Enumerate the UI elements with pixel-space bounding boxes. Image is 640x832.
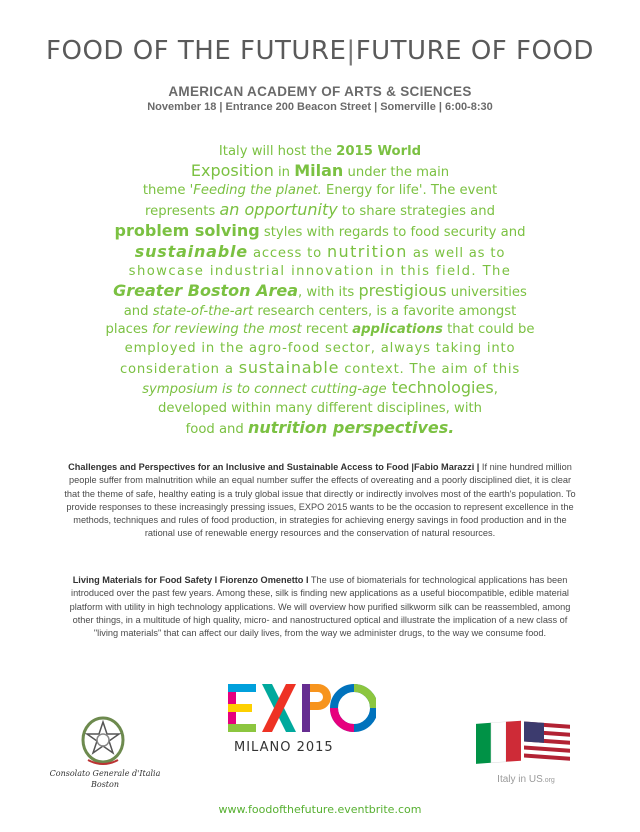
intro-text: showcase industrial innovation in this field. The [128, 264, 512, 280]
event-details: November 18 | Entrance 200 Beacon Street | Somerville | 6:00-8:30 [147, 101, 493, 113]
intro-text: nutrition [327, 241, 408, 261]
intro-text: styles with regards to food security and [259, 224, 526, 240]
intro-text: nutrition perspectives. [247, 417, 455, 437]
organization-name: AMERICAN ACADEMY OF ARTS & SCIENCES [168, 84, 472, 99]
event-url-link[interactable]: www.foodofthefuture.eventbrite.com [218, 803, 422, 816]
intro-text: 'Feeding the planet. [189, 183, 322, 199]
intro-text: under the main [343, 164, 450, 180]
consulate-signature [40, 768, 170, 790]
italian-republic-emblem-icon [78, 710, 128, 768]
intro-text: sustainable [134, 241, 248, 261]
intro-text: symposium is to connect cutting-age [142, 382, 387, 398]
intro-text: technologies [386, 378, 494, 398]
abstract-marazzi [62, 461, 578, 541]
intro-text: recent [301, 322, 353, 338]
intro-text: employed in the agro-food sector, always taking into [124, 341, 516, 357]
italy-in-us-label [466, 774, 586, 785]
expo-letter-p [302, 684, 331, 732]
abstract-heading: Challenges and Perspectives for an Inclusive and Sustainable Access to Food |Fabio Marazzi | [68, 462, 480, 472]
intro-text: to share strategies and [337, 204, 495, 220]
title-separator: | [346, 36, 356, 66]
intro-text: , with its [298, 284, 359, 300]
page-title [0, 36, 640, 66]
expo-letter-e [228, 684, 256, 732]
intro-text: research centers, is a favorite amongst [253, 303, 517, 319]
abstract-omenetto [62, 574, 578, 640]
intro-paragraph [60, 143, 580, 440]
consulate-line: Consolato Generale d'Italia [49, 769, 161, 778]
intro-text: consideration a [119, 361, 239, 377]
expo-letter-x [262, 684, 296, 732]
intro-text: access to [247, 245, 328, 261]
expo-city-label: MILANO 2015 [234, 740, 334, 755]
abstract-heading: Living Materials for Food Safety I Fiorenzo Omenetto I [72, 575, 309, 585]
abstract-body: If nine hundred million people suffer from malnutrition while an equal number suffer the effects of overeating and a poorly disciplined diet, it is clear that the theme of safe, healthy eating is a truly global issue that directly or indirectly involves most of the earth's population. To provide responses to these increasingly pressing issues, EXPO 2015 wants to be the occasion to represent excellence in the methods, techniques and rules of food production, in strategies for achieving energy savings in food production and in the rational use of renewable energy resources and the conservation of natural resources. [64, 462, 576, 539]
intro-text: developed within many different disciplines, with [157, 401, 483, 417]
intro-text: Greater Boston Area [113, 280, 298, 300]
abstract-body: The use of biomaterials for technological applications has been introduced over the past few years. Among these, silk is finding new applications as a useful biocompatible, edible material platform with utility in high technology applications. We will overview how purified silkworm silk can be reassembled, among other things, in a multitude of high quality, micro- and nanostructured optical and illustrate the implication of a new class of "living materials" that can affect our daily lives, from the way we administer drugs, to the way we consume food. [69, 575, 571, 639]
italy-in-us-suffix: .org [542, 777, 555, 784]
intro-text: theme [142, 183, 190, 199]
intro-text: Milan [294, 160, 344, 180]
intro-text: Italy will host the [218, 144, 337, 159]
intro-text: Exposition [190, 160, 274, 180]
intro-text: food and [185, 421, 248, 437]
intro-text: for reviewing the most [152, 322, 302, 338]
intro-text: an opportunity [219, 200, 338, 220]
intro-text: context. The aim of this [339, 361, 520, 377]
consulate-line: Boston [91, 780, 119, 789]
intro-text: 2015 World [336, 144, 422, 159]
intro-text: prestigious [358, 280, 447, 300]
intro-text: places [105, 322, 153, 338]
intro-text: and [123, 303, 153, 319]
intro-text: problem solving [114, 220, 260, 240]
intro-text: sustainable [238, 357, 340, 377]
intro-text: represents [145, 204, 220, 220]
intro-text: Energy for life'. The event [321, 183, 498, 199]
expo-logo-text: EXPO [301, 733, 304, 734]
italy-us-flags-icon [474, 716, 574, 770]
title-right: FUTURE OF FOOD [355, 36, 594, 66]
intro-text: as well as to [407, 245, 506, 261]
intro-text: that could be [442, 322, 535, 338]
intro-text: , [493, 382, 498, 398]
expo-milano-logo [226, 682, 376, 734]
title-left: FOOD OF THE FUTURE [46, 36, 347, 66]
intro-text: state-of-the-art [152, 303, 254, 319]
intro-text: in [273, 164, 295, 180]
intro-text: universities [446, 284, 527, 300]
italy-in-us-text: Italy in US [497, 774, 543, 785]
intro-text: applications [352, 322, 443, 338]
expo-letter-o [334, 688, 374, 728]
